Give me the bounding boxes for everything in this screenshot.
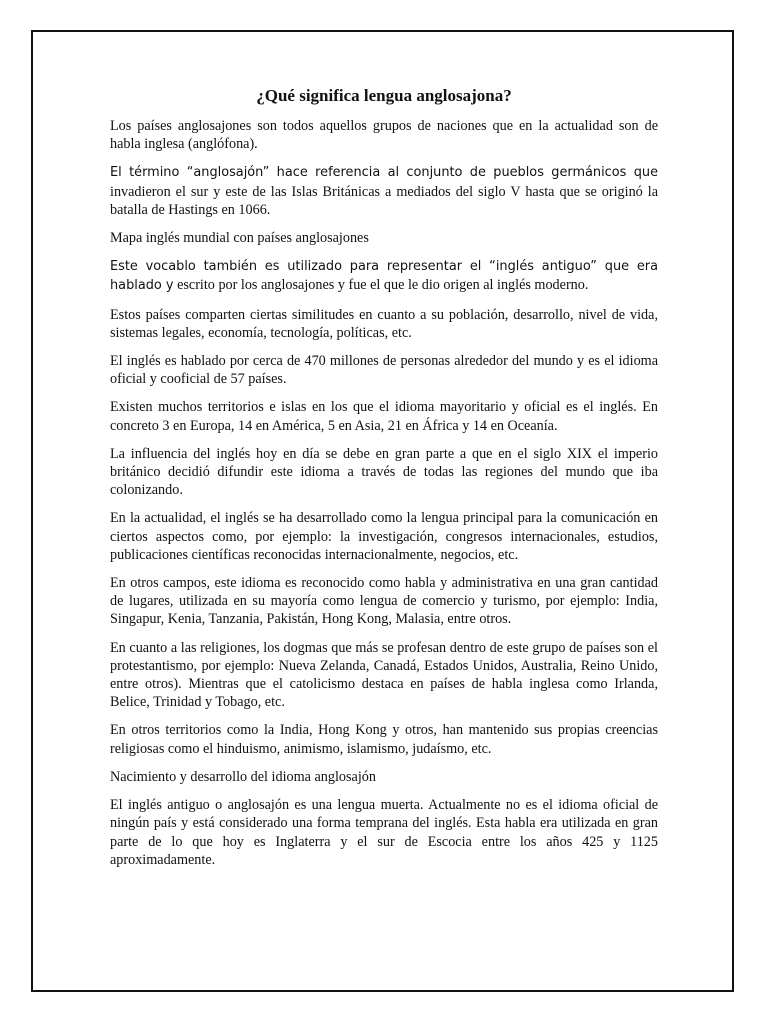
paragraph-1: Los países anglosajones son todos aquellos grupos de naciones que en la actualidad son de habla inglesa (anglófona). [110, 118, 658, 153]
page-title: ¿Qué significa lengua anglosajona? [256, 86, 512, 105]
paragraph-14: El inglés antiguo o anglosajón es una lengua muerta. Actualmente no es el idioma oficial de ningún país y está considerado una forma temprana del inglés. Esta habla era utilizada en gran parte de lo que hoy es Inglaterra y el sur de Escocia entre los años 425 y 1125 aproximadamente. [110, 797, 658, 868]
document-body [110, 85, 658, 879]
paragraph-6: El inglés es hablado por cerca de 470 millones de personas alrededor del mundo y es el idioma oficial y cooficial de 57 países. [110, 353, 658, 388]
paragraph-12: En otros territorios como la India, Hong Kong y otros, han mantenido sus propias creencias religiosas como el hinduismo, animismo, islamismo, judaísmo, etc. [110, 722, 658, 757]
paragraph-2-first-line: El término “anglosajón” hace referencia al conjunto de pueblos germánicos que [110, 165, 658, 181]
paragraph-8: La influencia del inglés hoy en día se debe en gran parte a que en el siglo XIX el imperio británico decidió difundir este idioma a través de todas las regiones del mundo que iba colonizando. [110, 445, 658, 499]
paragraph-4-rest: escrito por los anglosajones y fue el que le dio origen al inglés moderno. [177, 277, 589, 294]
paragraph-13: Nacimiento y desarrollo del idioma anglosajón [110, 768, 376, 785]
paragraph-5: Estos países comparten ciertas similitudes en cuanto a su población, desarrollo, nivel de vida, sistemas legales, economía, tecnología, políticas, etc. [110, 306, 658, 341]
paragraph-10: En otros campos, este idioma es reconocido como habla y administrativa en una gran cantidad de lugares, utilizada en su mayoría como lengua de comercio y turismo, por ejemplo: India, Singapur, Kenia, Tanzania, Pakistán, Hong Kong, Malasia, entre otros. [110, 575, 658, 628]
paragraph-4 [110, 257, 658, 295]
paragraph-9: En la actualidad, el inglés se ha desarrollado como la lengua principal para la comunicación en ciertos aspectos como, por ejemplo: la investigación, congresos internacionales, estudios, publicaciones científicas reconocidas internacionalmente, negocios, etc. [110, 510, 658, 563]
paragraph-3: Mapa inglés mundial con países anglosajones [110, 230, 369, 247]
paragraph-7: Existen muchos territorios e islas en los que el idioma mayoritario y oficial es el inglés. En concreto 3 en Europa, 14 en América, 5 en Asia, 21 en África y 14 en Oceanía. [110, 399, 658, 434]
paragraph-11: En cuanto a las religiones, los dogmas que más se profesan dentro de este grupo de países son el protestantismo, por ejemplo: Nueva Zelanda, Canadá, Estados Unidos, Australia, Reino Unido, entre otros). Mientras que el catolicismo destaca en países de habla inglesa como Irlanda, Belice, Trinidad y Tobago, etc. [110, 639, 658, 711]
paragraph-2-rest: invadieron el sur y este de las Islas Británicas a mediados del siglo V hasta que se originó la batalla de Hastings en 1066. [110, 183, 658, 218]
paragraph-2 [110, 163, 658, 219]
paragraph-4-first-line: Este vocablo también es utilizado para representar el “inglés antiguo” que era hablado y [110, 259, 658, 294]
